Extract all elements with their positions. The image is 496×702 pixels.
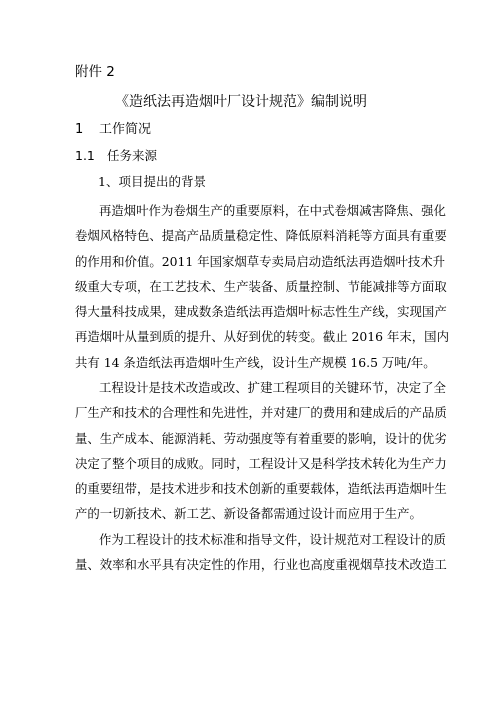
paragraph-line: 级重大专项，在工艺技术、生产装备、质量控制、节能减排等方面取 bbox=[75, 278, 447, 294]
paragraph-line: 的作用和价值。2011 年国家烟草专卖局启动造纸法再造烟叶技术升 bbox=[75, 253, 446, 269]
paragraph-line: 量、效率和水平具有决定性的作用，行业也高度重视烟草技术改造工 bbox=[75, 557, 447, 573]
paragraph-3 bbox=[75, 527, 447, 578]
attachment-label: 附件 2 bbox=[75, 64, 115, 80]
subsection-number: 1.1 bbox=[75, 148, 95, 163]
paragraph-line: 厂生产和技术的合理性和先进性，并对建厂的费用和建成后的产品质 bbox=[75, 405, 447, 421]
section-heading-1 bbox=[75, 122, 151, 138]
subsection-label: 任务来源 bbox=[107, 148, 158, 163]
paragraph-line: 工程设计是技术改造或改、扩建工程项目的关键环节，决定了全 bbox=[99, 380, 446, 395]
paragraph-line: 量、生产成本、能源消耗、劳动强度等有着重要的影响，设计的优劣 bbox=[75, 430, 447, 446]
paragraph-line: 得大量科技成果，建成数条造纸法再造烟叶标志性生产线，实现国产 bbox=[75, 304, 447, 320]
document-title: 《造纸法再造烟叶厂设计规范》编制说明 bbox=[115, 94, 367, 110]
paragraph-2 bbox=[75, 375, 447, 527]
subsection-heading-1-1 bbox=[75, 148, 157, 164]
paragraph-line: 再造烟叶作为卷烟生产的重要原料，在中式卷烟减害降焦、强化 bbox=[99, 203, 446, 218]
paragraph-line: 再造烟叶从量到质的提升、从好到优的转变。截止 2016 年末，国内 bbox=[75, 329, 449, 345]
section-label: 工作简况 bbox=[99, 122, 152, 137]
section-number: 1 bbox=[75, 122, 84, 137]
paragraph-line: 作为工程设计的技术标准和指导文件，设计规范对工程设计的质 bbox=[99, 532, 446, 547]
paragraph-line: 共有 14 条造纸法再造烟叶生产线，设计生产规模 16.5 万吨/年。 bbox=[75, 354, 436, 370]
paragraph-line: 卷烟风格特色、提高产品质量稳定性、降低原料消耗等方面具有重要 bbox=[75, 228, 447, 244]
paragraph-line: 决定了整个项目的成败。同时，工程设计又是科学技术转化为生产力 bbox=[75, 455, 447, 471]
paragraph-line: 的重要纽带，是技术进步和技术创新的重要载体，造纸法再造烟叶生 bbox=[75, 481, 447, 497]
paragraph-line: 产的一切新技术、新工艺、新设备都需通过设计而应用于生产。 bbox=[75, 506, 422, 522]
item-heading: 1、项目提出的背景 bbox=[98, 174, 206, 189]
paragraph-1 bbox=[75, 198, 449, 375]
